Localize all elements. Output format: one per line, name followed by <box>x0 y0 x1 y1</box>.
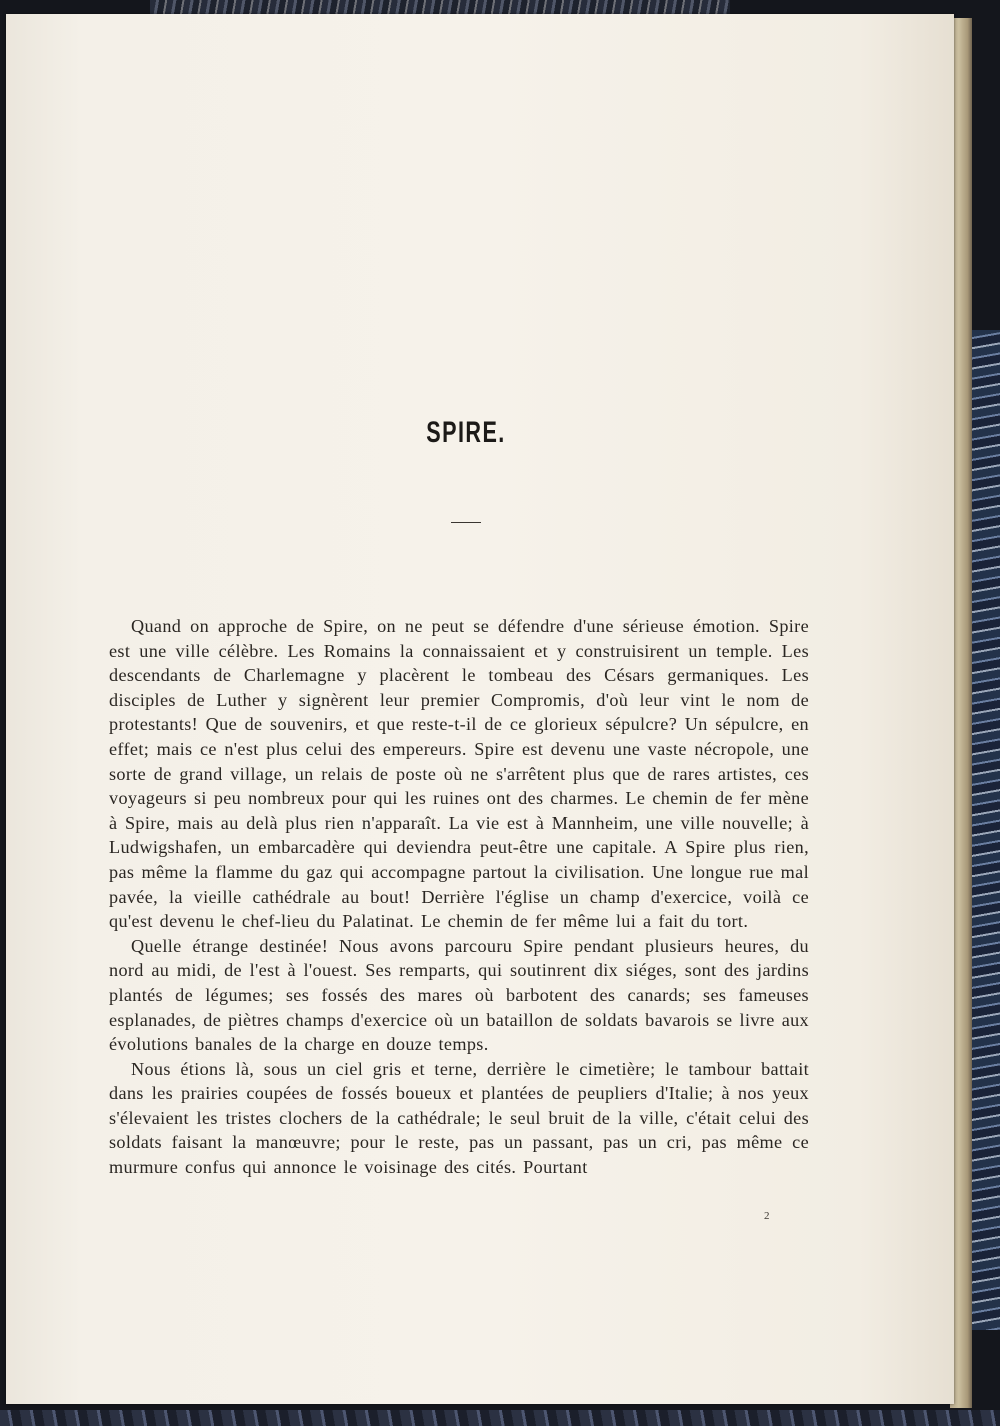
signature-mark: 2 <box>764 1210 770 1222</box>
paragraph: Quelle étrange destinée! Nous avons parcouru Spire pendant plusieurs heures, du nord au midi, de l'est à l'ouest. Ses remparts, qui soutinrent dix siéges, sont des jardins plantés de légumes; ses fossés des mares où barbotent des canards; ses fameuses esplanades, de piètres champs d'exercice où un bataillon de soldats bavarois se livre aux évolutions banales de la charge en douze temps. <box>109 935 809 1055</box>
chapter-title: SPIRE. <box>426 416 506 449</box>
book-page <box>6 14 954 1404</box>
paragraph: Nous étions là, sous un ciel gris et terne, derrière le cimetière; le tambour battait dans les prairies coupées de fossés boueux et plantées de peupliers d'Italie; à nos yeux s'élevaient les tristes clochers de la cathédrale; le seul bruit de la ville, c'était celui des soldats faisant la manœuvre; pour le reste, pas un passant, pas un cri, pas même ce murmure confus qui annonce le voisinage des cités. Pourtant <box>109 1058 809 1178</box>
title-divider <box>451 522 481 523</box>
marbled-edge-bottom <box>0 1410 1000 1426</box>
body-text <box>109 614 809 1180</box>
paragraph: Quand on approche de Spire, on ne peut se défendre d'une sérieuse émotion. Spire est une ville célèbre. Les Romains la connaissaient et y construisirent un temple. Les descendants de Charlemagne y placèrent le tombeau des Césars germaniques. Les disciples de Luther y signèrent leur premier Compromis, d'où leur vint le nom de protestants! Que de souvenirs, et que reste-t-il de ce glorieux sépulcre? Un sépulcre, en effet; mais ce n'est plus celui des empereurs. Spire est devenu une vaste nécropole, une sorte de grand village, un relais de poste où ne s'arrêtent plus que de rares artistes, ces voyageurs si peu nombreux pour qui les ruines ont des charmes. Le chemin de fer mène à Spire, mais au delà plus rien n'apparaît. La vie est à Mannheim, une ville nouvelle; à Ludwigshafen, un embarcadère qui deviendra peut-être une capitale. A Spire plus rien, pas même la flamme du gaz qui accompagne partout la civilisation. Une longue rue mal pavée, la vieille cathédrale au bout! Derrière l'église un champ d'exercice, voilà ce qu'est devenu le chef-lieu du Palatinat. Le chemin de fer même lui a fait du tort. <box>109 616 809 932</box>
